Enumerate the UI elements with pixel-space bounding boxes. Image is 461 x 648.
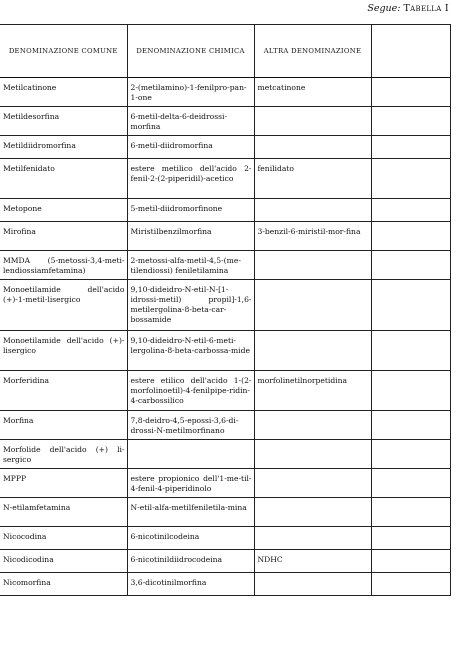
table-row <box>0 527 450 550</box>
cell-denominazione-chimica: 9,10-dideidro-N-etil-N-[1-idrossi-metil) propil]-1,6-metilergolina-8-beta-car-bossamide <box>127 280 254 331</box>
cell-empty <box>371 107 450 136</box>
table-row <box>0 78 450 107</box>
cell-altra-denominazione: morfolinetilnorpetidina <box>254 371 371 411</box>
table-row <box>0 159 450 199</box>
table-row <box>0 331 450 371</box>
cell-altra-denominazione: 3-benzil-6-miristil-mor-fina <box>254 222 371 251</box>
cell-denominazione-comune: Nicodicodina <box>0 550 127 573</box>
cell-altra-denominazione: NDHC <box>254 550 371 573</box>
cell-denominazione-comune: Monoetilamide dell'acido (+)-1-metil-lisergico <box>0 280 127 331</box>
cell-altra-denominazione <box>254 280 371 331</box>
cell-altra-denominazione <box>254 107 371 136</box>
cell-altra-denominazione <box>254 136 371 159</box>
column-header-blank <box>371 25 450 78</box>
cell-denominazione-chimica: 6-nicotinilcodeina <box>127 527 254 550</box>
cell-denominazione-comune: Metopone <box>0 199 127 222</box>
column-header-chimica: DENOMINAZIONE CHIMICA <box>127 25 254 78</box>
page-header <box>0 2 449 16</box>
table-row <box>0 498 450 527</box>
cell-altra-denominazione <box>254 573 371 596</box>
cell-empty <box>371 331 450 371</box>
cell-denominazione-chimica: estere propionico dell'1-me-til-4-fenil-4-piperidinolo <box>127 469 254 498</box>
substances-table <box>0 24 451 596</box>
cell-altra-denominazione: metcatinone <box>254 78 371 107</box>
cell-denominazione-comune: Morfina <box>0 411 127 440</box>
cell-empty <box>371 371 450 411</box>
cell-denominazione-comune: Metildiidromorfina <box>0 136 127 159</box>
table-row <box>0 371 450 411</box>
cell-denominazione-chimica: estere etilico dell'acido 1-(2-morfolinoetil)-4-fenilpipe-ridin-4-carbossilico <box>127 371 254 411</box>
cell-denominazione-comune: Monoetilamide dell'acido (+)-lisergico <box>0 331 127 371</box>
cell-empty <box>371 573 450 596</box>
cell-denominazione-comune: N-etilamfetamina <box>0 498 127 527</box>
table-row <box>0 199 450 222</box>
cell-altra-denominazione <box>254 527 371 550</box>
cell-altra-denominazione <box>254 469 371 498</box>
cell-denominazione-chimica: 7,8-deidro-4,5-epossi-3,6-di-drossi-N-metilmorfinano <box>127 411 254 440</box>
column-header-comune: DENOMINAZIONE COMUNE <box>0 25 127 78</box>
column-header-altra: ALTRA DENOMINAZIONE <box>254 25 371 78</box>
cell-denominazione-chimica: 6-nicotinildiidrocodeina <box>127 550 254 573</box>
cell-denominazione-chimica: estere metilico dell'acido 2-fenil-2-(2-piperidil)-acetico <box>127 159 254 199</box>
cell-altra-denominazione <box>254 331 371 371</box>
cell-denominazione-comune: Nicomorfina <box>0 573 127 596</box>
cell-empty <box>371 527 450 550</box>
segue-label: Segue: <box>367 3 401 14</box>
cell-altra-denominazione <box>254 199 371 222</box>
table-row <box>0 251 450 280</box>
cell-denominazione-comune: Metilcatinone <box>0 78 127 107</box>
cell-denominazione-chimica: 5-metil-diidromorfinone <box>127 199 254 222</box>
cell-denominazione-chimica: 6-metil-delta-6-deidrossi-morfina <box>127 107 254 136</box>
cell-altra-denominazione: fenilidato <box>254 159 371 199</box>
cell-denominazione-chimica <box>127 440 254 469</box>
cell-denominazione-comune: Morfolide dell'acido (+) li-sergico <box>0 440 127 469</box>
cell-empty <box>371 280 450 331</box>
cell-denominazione-comune: Nicocodina <box>0 527 127 550</box>
table-header-row <box>0 25 450 78</box>
cell-denominazione-comune: MPPP <box>0 469 127 498</box>
table-row <box>0 107 450 136</box>
cell-empty <box>371 159 450 199</box>
cell-denominazione-chimica: Miristilbenzilmorfina <box>127 222 254 251</box>
table-row <box>0 280 450 331</box>
cell-empty <box>371 222 450 251</box>
table-row <box>0 469 450 498</box>
cell-denominazione-chimica: 3,6-dicotinilmorfina <box>127 573 254 596</box>
cell-denominazione-comune: Metilfenidato <box>0 159 127 199</box>
cell-denominazione-chimica: N-etil-alfa-metilfeniletila-mina <box>127 498 254 527</box>
cell-empty <box>371 411 450 440</box>
table-row <box>0 411 450 440</box>
cell-empty <box>371 469 450 498</box>
table-reference: Tabella I <box>403 3 449 14</box>
cell-altra-denominazione <box>254 440 371 469</box>
cell-denominazione-comune: Mirofina <box>0 222 127 251</box>
cell-denominazione-comune: Metildesorfina <box>0 107 127 136</box>
cell-denominazione-chimica: 2-(metilamino)-1-fenilpro-pan-1-one <box>127 78 254 107</box>
cell-denominazione-chimica: 2-metossi-alfa-metil-4,5-(me-tilendiossi) feniletilamina <box>127 251 254 280</box>
cell-denominazione-comune: Morferidina <box>0 371 127 411</box>
cell-altra-denominazione <box>254 498 371 527</box>
cell-empty <box>371 199 450 222</box>
table-row <box>0 136 450 159</box>
table-row <box>0 573 450 596</box>
cell-denominazione-comune: MMDA (5-metossi-3,4-meti-lendiossiamfetamina) <box>0 251 127 280</box>
cell-empty <box>371 550 450 573</box>
cell-empty <box>371 136 450 159</box>
cell-altra-denominazione <box>254 251 371 280</box>
table-row <box>0 440 450 469</box>
cell-empty <box>371 498 450 527</box>
cell-empty <box>371 78 450 107</box>
cell-altra-denominazione <box>254 411 371 440</box>
table-row <box>0 550 450 573</box>
cell-empty <box>371 440 450 469</box>
cell-denominazione-chimica: 9,10-dideidro-N-etil-6-meti-lergolina-8-beta-carbossa-mide <box>127 331 254 371</box>
cell-empty <box>371 251 450 280</box>
cell-denominazione-chimica: 6-metil-diidromorfina <box>127 136 254 159</box>
table-row <box>0 222 450 251</box>
